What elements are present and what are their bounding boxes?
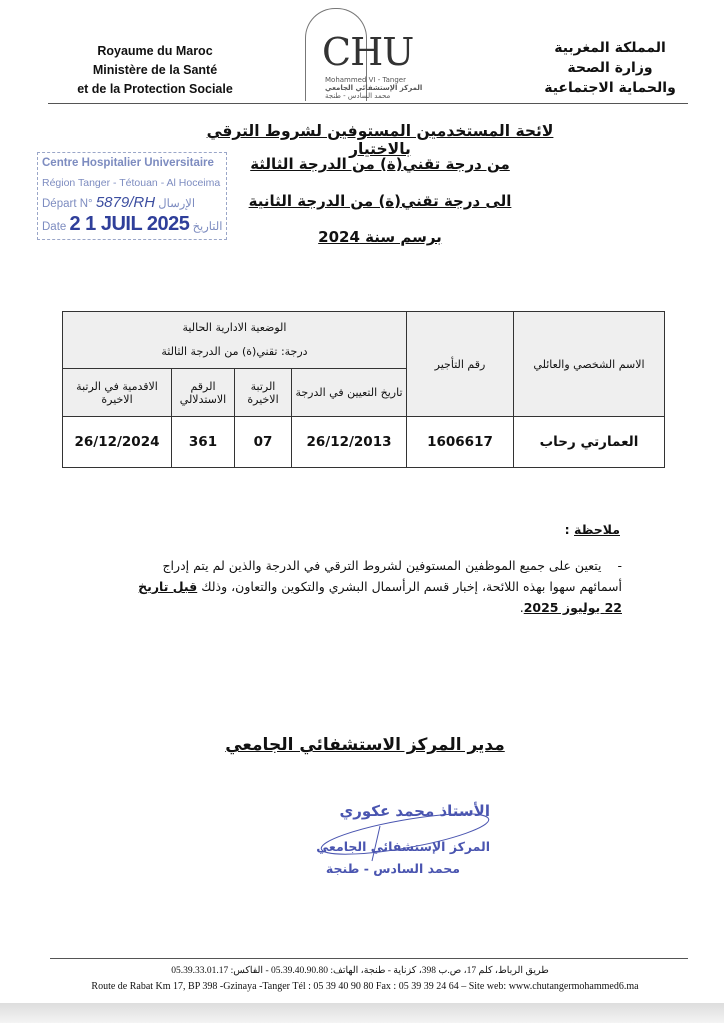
document-title <box>180 122 580 158</box>
group-title: الوضعية الادارية الحالية <box>182 321 287 334</box>
date-label: Date <box>42 221 67 233</box>
header-appointment-date: تاريخ التعيين في الدرجة <box>292 369 407 417</box>
date-value: 2 1 JUIL 2025 <box>69 213 190 235</box>
stamp-date <box>42 214 226 237</box>
signature-stamp <box>290 800 490 880</box>
dispatch-stamp <box>37 152 227 240</box>
table-row <box>63 417 665 468</box>
spacer <box>290 822 490 836</box>
cell-appointment-date: 26/12/2013 <box>292 417 407 468</box>
footer-divider <box>50 958 688 959</box>
logo-text: CHU <box>322 30 414 74</box>
header-seniority: الاقدمية في الرتبة الاخيرة <box>63 369 172 417</box>
ministry-ar: وزارة الصحة <box>567 60 653 76</box>
depart-ar: الإرسال <box>158 198 196 210</box>
note-body: - يتعين على جميع الموظفين المستوفين لشروط الترقي في الدرجة والذين لم يتم إدراج أسمائهم سهوا بهذه اللائحة، إخبار قسم الرأسمال البشري والتكوين والتعاون، وذلك قبل تاريخ 22 يوليوز 2025. <box>138 558 622 615</box>
cell-index: 361 <box>172 417 235 468</box>
logo-line1: Mohammed VI - Tanger <box>325 76 406 84</box>
stamp-depart <box>42 193 226 214</box>
header-index: الرقم الاستدلالي <box>172 369 235 417</box>
table-header-row <box>63 312 665 369</box>
scan-edge <box>0 1003 724 1023</box>
title-text: من درجة تقني(ة) من الدرجة الثالثة <box>250 155 510 173</box>
footer-address-ar: طريق الرباط، كلم 17، ص.ب 398، كزناية - طنجة، الهاتف: 05.39.40.90.80 - الفاكس: 05.39.33.01.17 <box>171 966 549 976</box>
header-echelon: الرتبة الاخيرة <box>235 369 292 417</box>
header-name: الاسم الشخصي والعائلي <box>514 312 665 417</box>
note-deadline: قبل تاريخ 22 يوليوز 2025 <box>138 579 622 615</box>
header-admin-status <box>63 312 407 369</box>
footer-address-fr: Route de Rabat Km 17, BP 398 -Gzinaya -Tanger Tél : 05 39 40 90 80 Fax : 05 39 39 24 64 – Site web: www.chutangermohammed6.ma <box>91 981 639 992</box>
ministry-fr-2: et de la Protection Sociale <box>77 82 233 96</box>
french-header <box>60 42 250 99</box>
title-text: الى درجة تقني(ة) من الدرجة الثانية <box>248 192 512 210</box>
title-year <box>200 228 560 246</box>
logo-line2: المركز الإستشفائي الجامعي <box>325 84 423 92</box>
signer-name: الأستاذ محمد عكوري <box>339 802 490 820</box>
logo-subtitle <box>325 76 425 100</box>
note-text: يتعين على جميع الموظفين المستوفين لشروط الترقي في الدرجة والذين لم يتم إدراج أسمائهم سهوا بهذه اللائحة، إخبار قسم الرأسمال البشري والتكوين والتعاون، وذلك <box>162 558 622 594</box>
cell-payroll: 1606617 <box>407 417 514 468</box>
title-to-grade <box>200 192 560 210</box>
header-divider <box>48 103 688 104</box>
ministry-fr: Ministère de la Santé <box>92 63 218 77</box>
chu-logo <box>300 8 430 103</box>
depart-label: Départ N° <box>42 198 93 210</box>
header-payroll: رقم التأجير <box>407 312 514 417</box>
employees-table <box>62 311 665 468</box>
cell-seniority: 26/12/2024 <box>63 417 172 468</box>
kingdom-fr: Royaume du Maroc <box>97 44 213 58</box>
depart-number: 5879/RH <box>95 194 156 211</box>
title-text: لائحة المستخدمين المستوفين لشروط الترقي بالاختيار <box>206 122 554 158</box>
director-text: مدير المركز الاستشفائي الجامعي <box>225 735 505 755</box>
cell-echelon: 07 <box>235 417 292 468</box>
cell-name: العمارتي رحاب <box>514 417 665 468</box>
logo-line3: محمد السادس - طنجة <box>325 92 391 100</box>
stamp-line2: Région Tanger - Tétouan - Al Hoceima <box>42 177 221 189</box>
kingdom-ar: المملكة المغربية <box>554 40 666 56</box>
title-text: برسم سنة 2024 <box>318 228 442 246</box>
stamp-line1: Centre Hospitalier Universitaire <box>42 157 214 169</box>
group-subtitle: درجة: تقني(ة) من الدرجة الثالثة <box>161 345 308 358</box>
note-heading: ملاحظة : <box>564 522 620 537</box>
stamp-city: محمد السادس - طنجة <box>325 861 460 876</box>
arabic-header <box>520 38 700 98</box>
ministry-ar-2: والحماية الاجتماعية <box>544 80 676 96</box>
note-heading-text: ملاحظة <box>574 522 620 537</box>
stamp-institution: المركز الإستشفائي الجامعي <box>316 839 490 854</box>
bullet-dash: - <box>617 558 622 573</box>
date-ar: التاريخ <box>192 221 223 233</box>
title-from-grade <box>200 155 560 173</box>
director-title <box>200 735 530 755</box>
